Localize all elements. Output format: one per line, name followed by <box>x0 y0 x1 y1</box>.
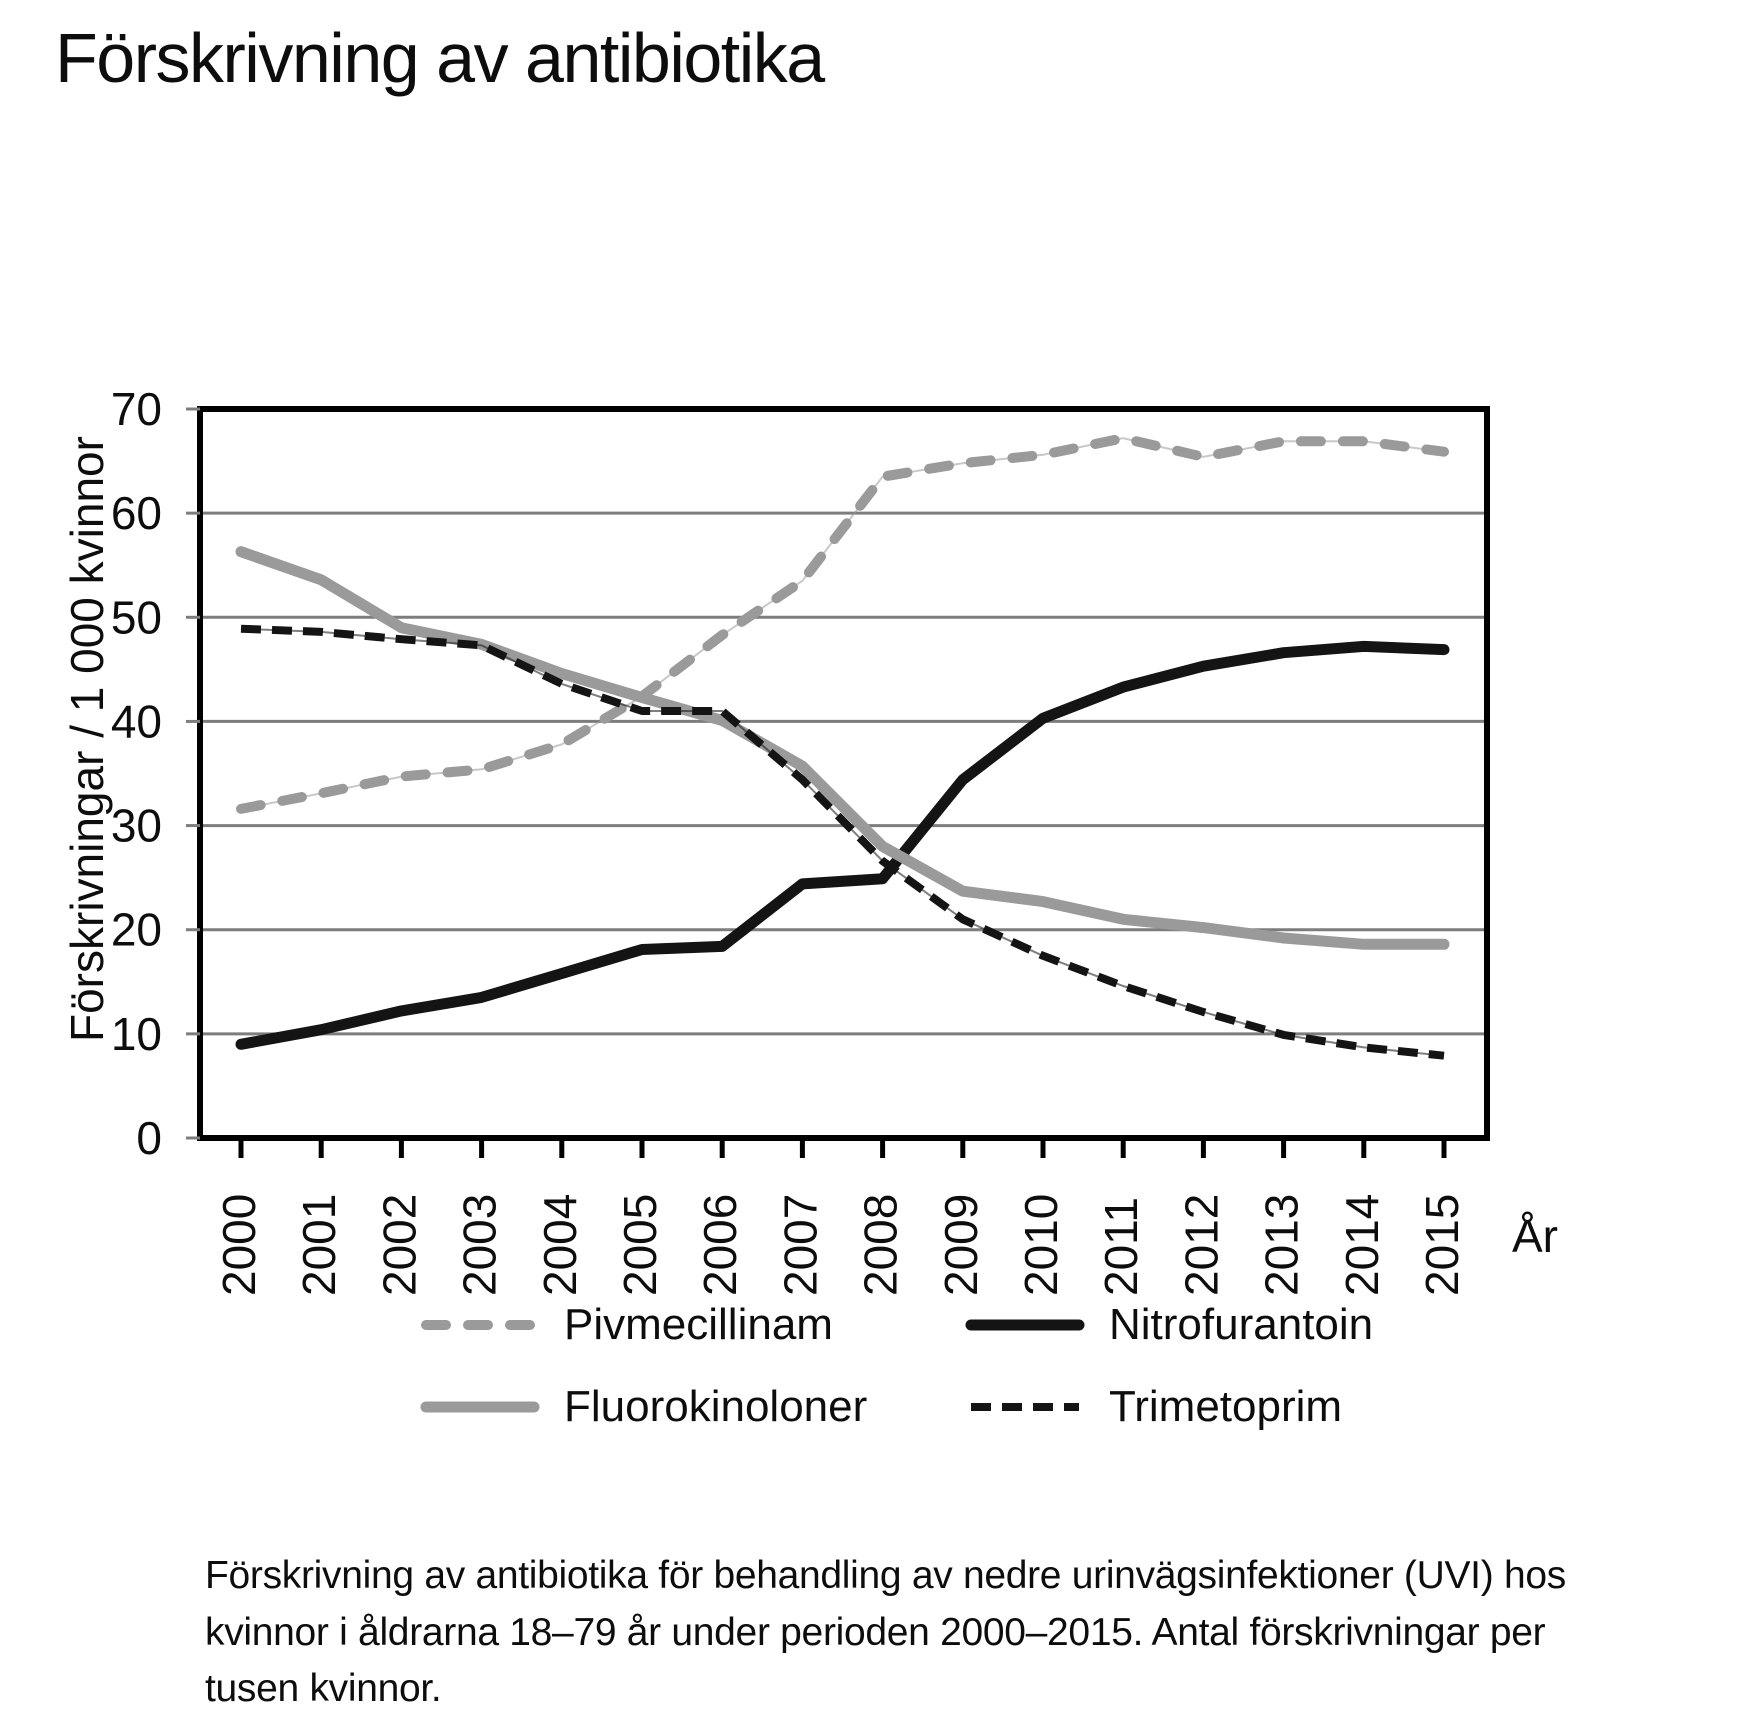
plot-frame <box>200 409 1487 1138</box>
legend-item-pivmecillinam <box>420 1300 965 1350</box>
x-tick-label: 2003 <box>453 1193 506 1296</box>
series-underlay <box>241 629 1444 1056</box>
x-tick-label: 2002 <box>373 1193 426 1296</box>
nitrofurantoin-solid-line-swatch <box>965 1314 1085 1336</box>
pivmecillinam-dashed-line-swatch <box>420 1314 540 1336</box>
x-tick-label: 2006 <box>694 1193 747 1296</box>
legend-item-fluorokinoloner <box>420 1382 965 1432</box>
legend-label: Trimetoprim <box>1109 1382 1343 1431</box>
x-tick-label: 2007 <box>774 1193 827 1296</box>
x-tick-label: 2005 <box>614 1193 666 1296</box>
legend-label: Nitrofurantoin <box>1109 1300 1374 1349</box>
chart-legend <box>420 1300 1373 1432</box>
x-tick-label: 2004 <box>533 1193 586 1296</box>
legend-label: Fluorokinoloner <box>564 1382 868 1431</box>
y-tick-label: 20 <box>110 903 162 956</box>
x-tick-label: 2011 <box>1095 1197 1148 1296</box>
gridlines <box>200 513 1487 1034</box>
x-tick-label: 2008 <box>854 1193 907 1296</box>
axis-ticks-and-labels <box>111 383 1468 1296</box>
legend-label: Pivmecillinam <box>564 1300 833 1349</box>
y-tick-label: 0 <box>136 1112 162 1164</box>
x-tick-label: 2012 <box>1175 1193 1228 1296</box>
x-tick-label: 2013 <box>1255 1193 1308 1296</box>
y-tick-label: 60 <box>110 487 162 540</box>
legend-item-nitrofurantoin <box>965 1300 1373 1350</box>
plot-border <box>200 409 1487 1138</box>
y-tick-label: 10 <box>110 1007 162 1060</box>
x-tick-label: 2014 <box>1335 1193 1388 1296</box>
y-tick-label: 40 <box>110 695 162 748</box>
series-line-pivmecillinam <box>241 438 1444 809</box>
y-tick-label: 30 <box>110 799 162 852</box>
series-line-nitrofurantoin <box>241 646 1444 1044</box>
legend-item-trimetoprim <box>965 1382 1373 1432</box>
x-tick-label: 2015 <box>1416 1193 1468 1296</box>
series-line-trimetoprim <box>241 629 1444 1056</box>
x-tick-label: 2009 <box>934 1193 987 1296</box>
y-tick-label: 70 <box>110 383 162 435</box>
series-underlay <box>241 438 1444 809</box>
y-axis-title: Förskrivningar / 1 000 kvinnor <box>61 436 113 1042</box>
fluorokinoloner-solid-line-swatch <box>420 1396 540 1418</box>
x-tick-label: 2000 <box>213 1193 265 1296</box>
x-tick-label: 2001 <box>293 1193 346 1296</box>
x-axis-title: År <box>1512 1210 1558 1262</box>
y-tick-label: 50 <box>110 591 162 644</box>
page-title: Förskrivning av antibiotika <box>55 19 824 97</box>
trimetoprim-dashed-line-swatch <box>965 1396 1085 1418</box>
x-tick-label: 2010 <box>1015 1193 1067 1296</box>
figure-caption: Förskrivning av antibiotika för behandling av nedre urinvägsinfektioner (UVI) hos kvinnor i åldrarna 18–79 år under perioden 2000–2015. Antal förskrivningar per tusen kvinnor. <box>205 1554 1566 1711</box>
series-lines <box>241 438 1444 1055</box>
